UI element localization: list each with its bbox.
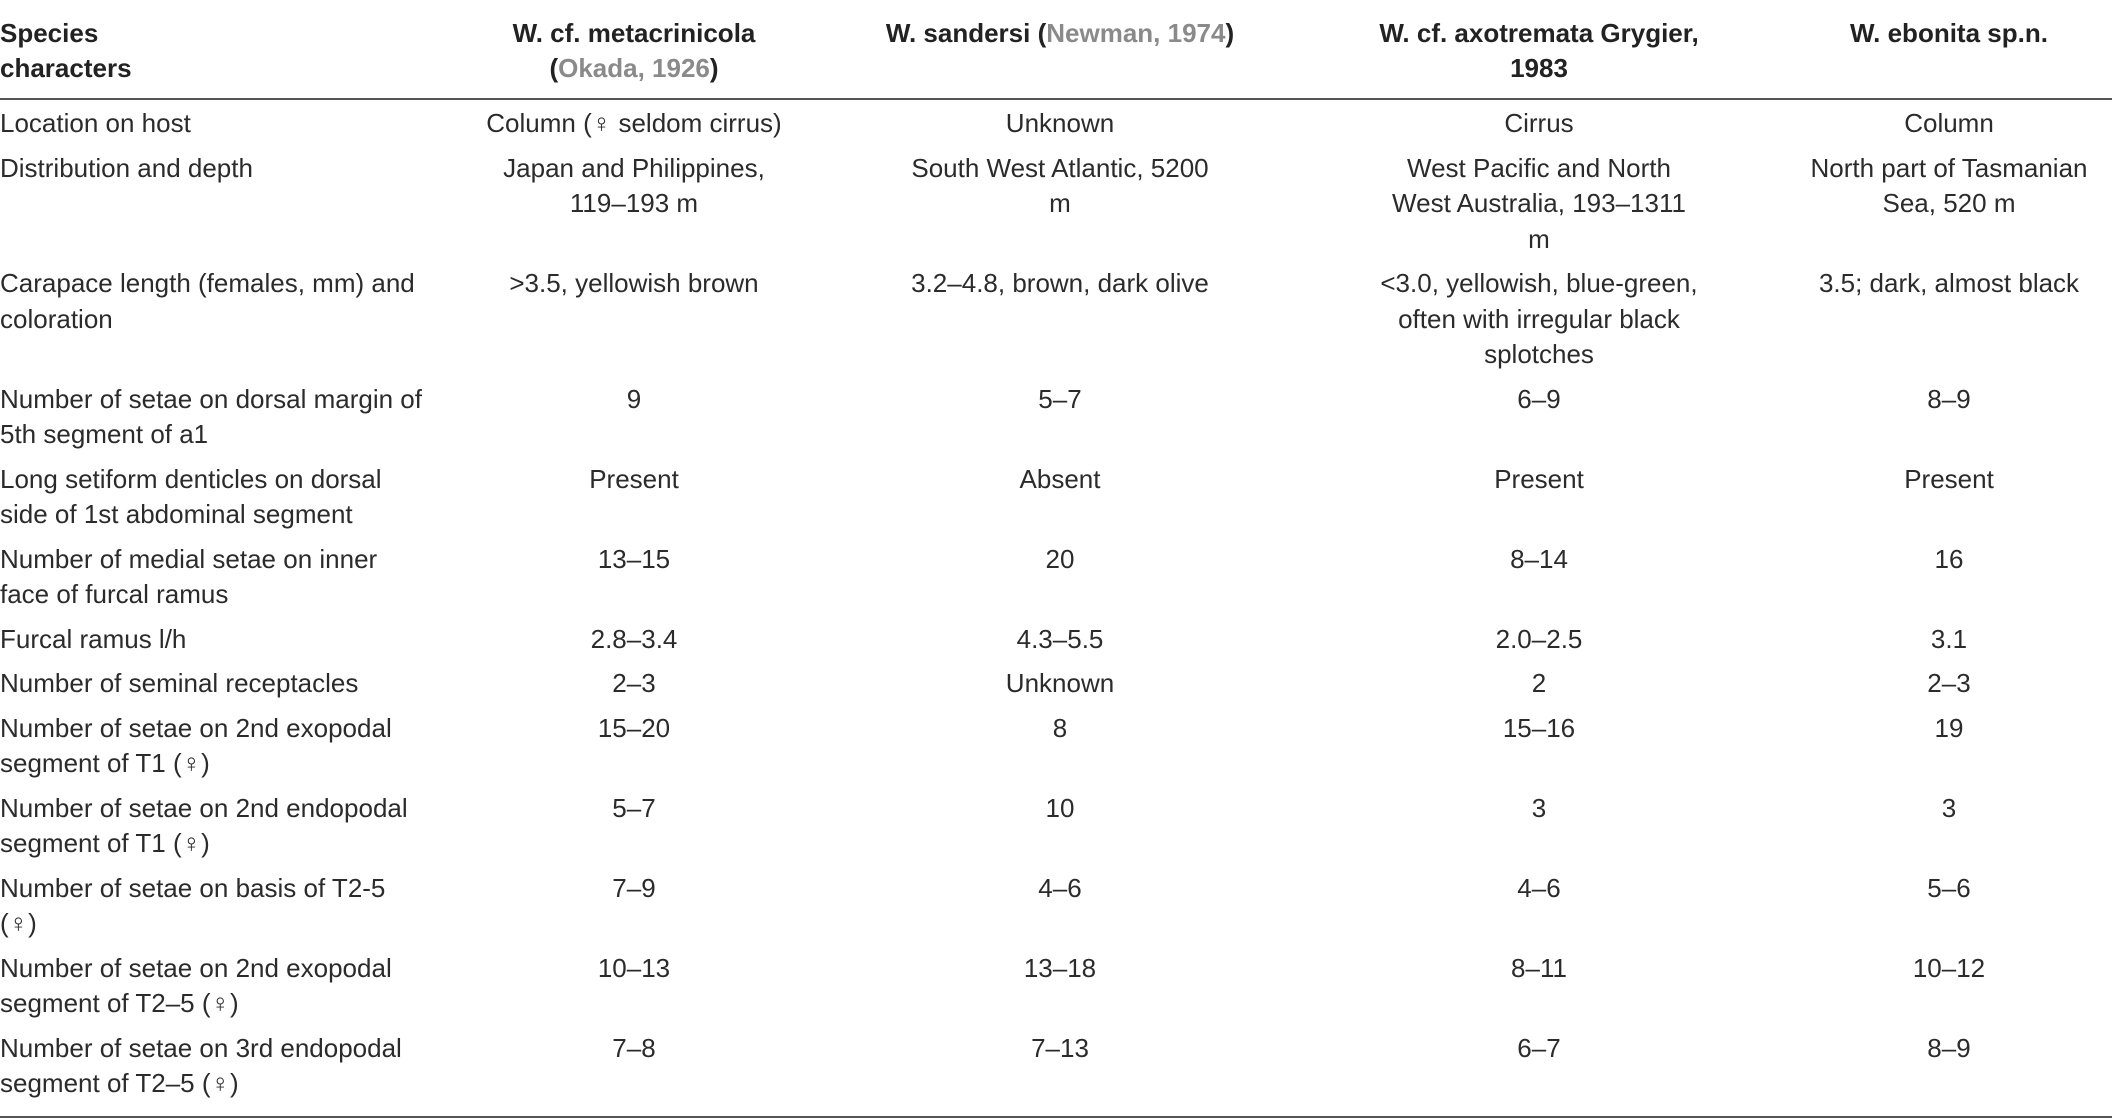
row-value: 5–7 [612,792,656,823]
table-row [0,1025,2112,1117]
table-row [0,260,2112,376]
row-value: 3 [1941,792,1957,823]
header-w-ebonita: W. ebonita sp.n. [1850,18,2048,48]
row-value: >3.5, yellowish brown [509,268,759,298]
row-value: 10–13 [597,952,671,983]
row-value: 8–14 [1510,543,1568,574]
row-value: 10 [1045,792,1075,823]
row-label: Furcal ramus l/h [0,623,187,654]
row-value: Present [1494,463,1584,494]
row-value: 5–6 [1927,872,1971,903]
row-label: Number of setae on 3rd endopodal segment of T2–5 (♀) [0,1032,402,1098]
row-value: 8–9 [1927,383,1971,414]
table-row [0,145,2112,261]
table-row [0,660,2112,705]
table-body [0,99,2112,1117]
row-value: Present [589,463,679,494]
row-value: Column [1904,108,1994,138]
row-value: <3.0, yellowish, blue-green, often with irregular black splotches [1380,268,1698,369]
row-value: 6–9 [1517,383,1561,414]
row-value: South West Atlantic, 5200 m [911,152,1209,218]
row-value: 19 [1934,712,1964,743]
row-value: North part of Tasmanian Sea, 520 m [1810,152,2088,218]
row-value: 2.0–2.5 [1495,623,1583,654]
table-header [0,0,2112,99]
row-label: Number of medial setae on inner face of furcal ramus [0,543,378,609]
row-label: Number of setae on 2nd exopodal segment of T2–5 (♀) [0,952,392,1018]
row-value: 2.8–3.4 [590,623,678,654]
row-value: 16 [1934,543,1964,574]
row-label: Carapace length (females, mm) and coloration [0,268,415,334]
row-value: Cirrus [1504,108,1574,138]
row-value: 8–11 [1511,952,1567,983]
row-value: 2–3 [1927,668,1971,698]
citation-okada[interactable]: Okada, 1926 [558,53,710,83]
row-value: 20 [1045,543,1075,574]
table-row [0,536,2112,616]
table-row [0,456,2112,536]
row-value: Japan and Philippines, 119–193 m [503,152,765,218]
table-row [0,865,2112,945]
row-value: 3.5; dark, almost black [1818,268,2080,298]
row-value: 2 [1531,668,1547,698]
row-label: Location on host [0,108,191,138]
row-label: Number of setae on dorsal margin of 5th segment of a1 [0,383,422,449]
table-row [0,785,2112,865]
header-w-metacrinicola: W. cf. metacrinicola (Okada, 1926) [512,18,756,83]
header-w-sandersi: W. sandersi (Newman, 1974) [885,18,1235,48]
row-value: 10–12 [1912,952,1986,983]
row-value: 15–20 [597,712,671,743]
row-value: Present [1904,463,1994,494]
citation-newman[interactable]: Newman, 1974 [1046,18,1226,48]
table-row [0,616,2112,661]
row-value: 2–3 [612,668,656,698]
table-row [0,376,2112,456]
table-row [0,945,2112,1025]
row-label: Number of seminal receptacles [0,668,359,698]
table-row [0,99,2112,145]
row-value: 3 [1531,792,1547,823]
row-value: 5–7 [1038,383,1082,414]
row-label: Distribution and depth [0,152,253,183]
header-species-characters: Species characters [0,18,132,83]
row-value: 3.1 [1930,623,1968,654]
row-value: 15–16 [1502,712,1576,743]
row-value: Absent [1019,463,1101,494]
row-value: Unknown [1005,108,1115,138]
row-value: 13–18 [1023,952,1097,983]
header-row [0,0,2112,99]
row-value: 13–15 [597,543,671,574]
row-value: 4–6 [1517,872,1561,903]
row-value: 7–8 [612,1032,656,1063]
header-w-axotremata: W. cf. axotremata Grygier, 1983 [1379,18,1699,83]
row-value: Column (♀ seldom cirrus) [486,108,782,138]
row-label: Number of setae on 2nd endopodal segment of T1 (♀) [0,792,408,858]
row-value: 7–13 [1031,1032,1089,1063]
row-label: Number of setae on basis of T2-5 (♀) [0,872,386,938]
row-value: 7–9 [612,872,656,903]
row-value: 4.3–5.5 [1016,623,1104,654]
row-value: 9 [626,383,642,414]
row-value: 6–7 [1517,1032,1561,1063]
row-value: 3.2–4.8, brown, dark olive [911,268,1209,298]
row-label: Number of setae on 2nd exopodal segment of T1 (♀) [0,712,392,778]
row-value: 4–6 [1038,872,1082,903]
row-value: 8 [1052,712,1068,743]
table-row [0,705,2112,785]
row-value: West Pacific and North West Australia, 193–1311 m [1392,152,1686,254]
row-value: Unknown [1005,668,1115,698]
row-label: Long setiform denticles on dorsal side of 1st abdominal segment [0,463,382,529]
row-value: 8–9 [1927,1032,1971,1063]
